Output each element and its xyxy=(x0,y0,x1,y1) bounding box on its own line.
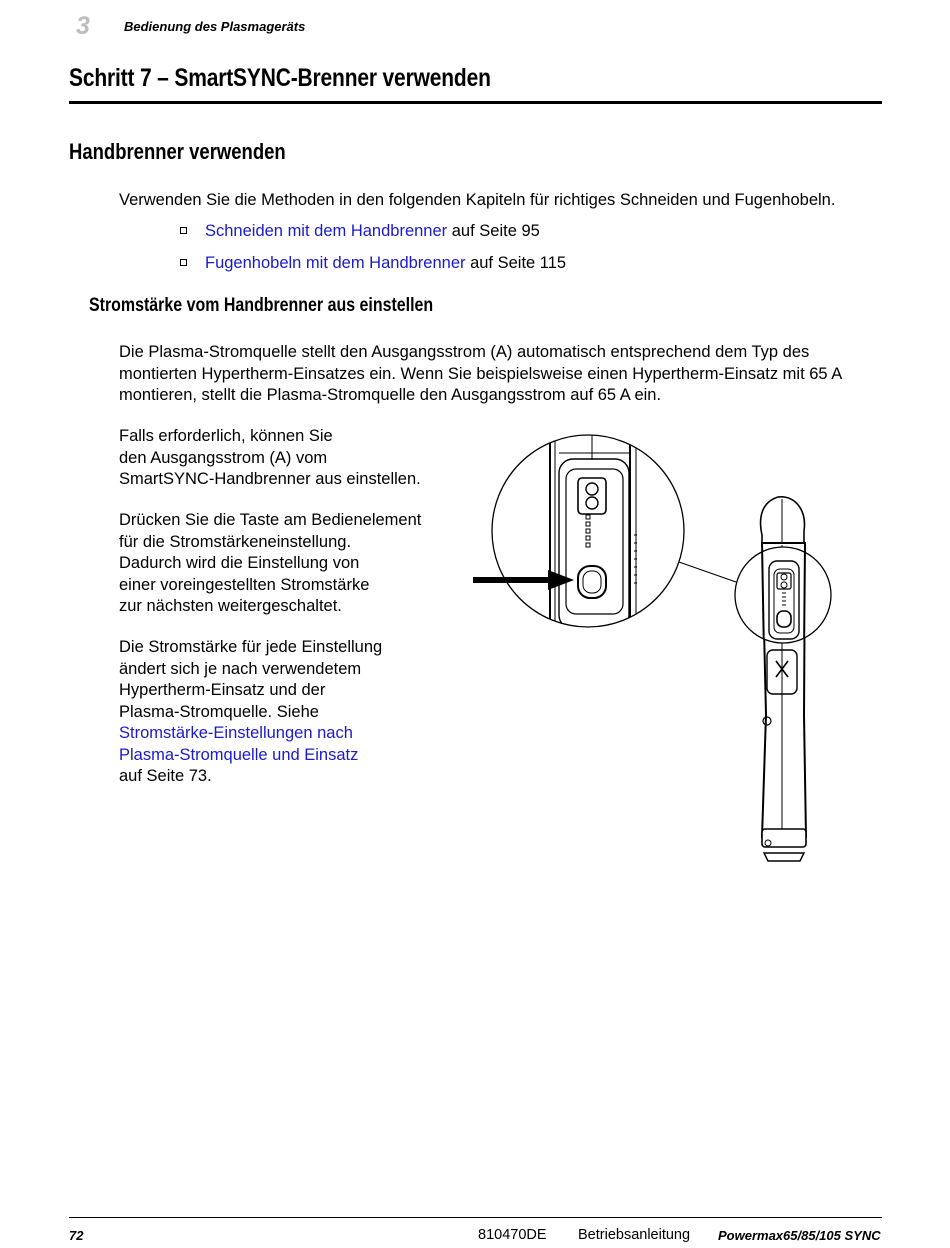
subsection-title: Handbrenner verwenden xyxy=(69,139,286,164)
paragraph-press-button: Drücken Sie die Taste am Bedienelement für die Stromstärkeneinstellung. Dadurch wird die Einstellung von einer voreingestellten Stromstärke zur nächsten weitergeschaltet. xyxy=(119,511,422,615)
page-number: 72 xyxy=(69,1228,84,1243)
control-highlight-circle xyxy=(735,543,831,655)
amperage-settings-link[interactable]: Stromstärke-Einstellungen nach Plasma-Stromquelle und Einsatz xyxy=(119,724,359,764)
chapter-number: 3 xyxy=(76,12,90,40)
intro-paragraph: Verwenden Sie die Methoden in den folgenden Kapiteln für richtiges Schneiden und Fugenhobeln. xyxy=(119,191,836,209)
reference-link[interactable]: Schneiden mit dem Handbrenner xyxy=(205,222,448,240)
document-number: 810470DE xyxy=(478,1227,547,1243)
reference-item xyxy=(180,253,566,274)
reference-page: auf Seite 95 xyxy=(447,222,540,240)
product-name: Powermax65/85/105 SYNC xyxy=(718,1228,881,1243)
paragraph-amperage-settings: Die Stromstärke für jede Einstellung ändert sich je nach verwendetem Hypertherm-Einsatz und der Plasma-Stromquelle. Siehe Stromstärke-Einstellungen nach Plasma-Stromquelle und Einsatz auf Seite 73. xyxy=(119,638,383,785)
paragraph-adjust: Falls erforderlich, können Sie den Ausgangsstrom (A) vom SmartSYNC-Handbrenner aus einstellen. xyxy=(119,427,421,488)
magnified-control-detail xyxy=(492,425,684,645)
footer-rule xyxy=(69,1217,882,1218)
section-rule xyxy=(69,101,882,104)
reference-page: auf Seite 115 xyxy=(465,254,567,272)
reference-link[interactable]: Fugenhobeln mit dem Handbrenner xyxy=(205,254,466,272)
document-type: Betriebsanleitung xyxy=(578,1227,691,1243)
reference-item xyxy=(180,221,540,242)
torch-illustration xyxy=(462,425,862,875)
subsubsection-title: Stromstärke vom Handbrenner aus einstellen xyxy=(89,295,434,316)
paragraph-output-current: Die Plasma-Stromquelle stellt den Ausgangsstrom (A) automatisch entsprechend dem Typ des montierten Hypertherm-Einsatzes ein. Wenn Sie beispielsweise einen Hypertherm-Einsatz mit 65 A montieren, stellt die Plasma-Stromquelle den Ausgangsstrom auf 65 A ein. xyxy=(119,343,843,404)
section-title: Schritt 7 – SmartSYNC-Brenner verwenden xyxy=(69,64,491,92)
checkbox-bullet-icon xyxy=(180,259,187,266)
checkbox-bullet-icon xyxy=(180,227,187,234)
chapter-title: Bedienung des Plasmageräts xyxy=(124,19,306,34)
